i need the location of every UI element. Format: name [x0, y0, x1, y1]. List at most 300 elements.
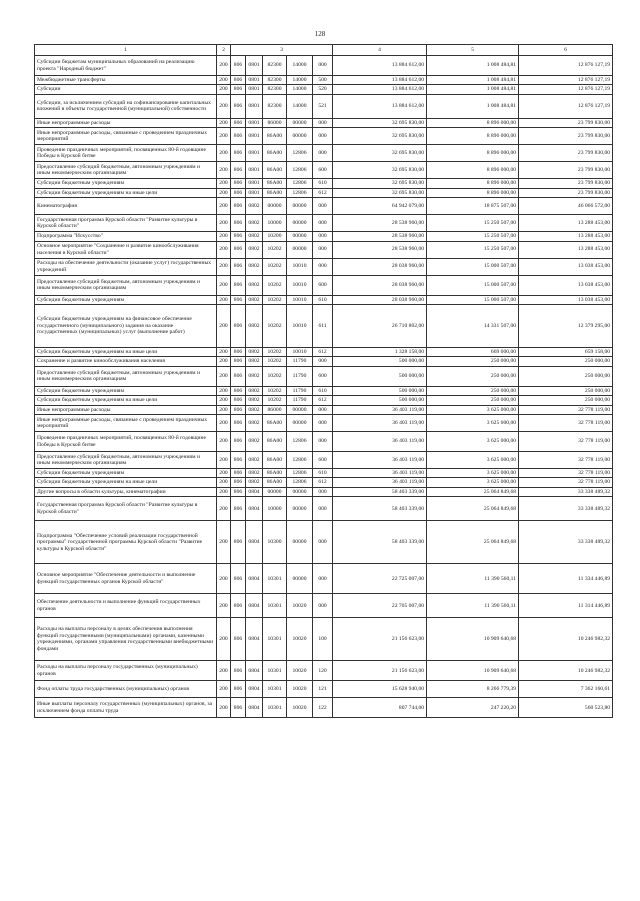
row-name: Иные непрограммные расходы — [35, 405, 217, 414]
row-code-5: 00000 — [287, 118, 313, 127]
row-value-3: 13 288 453,00 — [519, 241, 613, 258]
row-value-2: 250 000,00 — [427, 396, 519, 405]
row-code-6: 520 — [313, 85, 333, 94]
row-code-4: 10202 — [263, 366, 287, 386]
row-code-4: 10202 — [263, 241, 287, 258]
row-value-1: 32 695 830,00 — [333, 128, 427, 145]
row-code-1: 200 — [217, 215, 231, 232]
row-value-1: 28 538 960,00 — [333, 241, 427, 258]
row-name: Субсидии бюджетным учреждениям на иные цели — [35, 347, 217, 356]
row-code-5: 12806 — [287, 179, 313, 188]
row-code-1: 200 — [217, 118, 231, 127]
row-code-1: 200 — [217, 85, 231, 94]
row-value-1: 28 538 960,00 — [333, 232, 427, 241]
row-value-3: 32 778 119,00 — [519, 415, 613, 432]
row-code-3: 0802 — [246, 415, 263, 432]
row-code-1: 200 — [217, 681, 231, 698]
row-code-6: 521 — [313, 94, 333, 118]
row-code-5: 12806 — [287, 469, 313, 478]
row-code-3: 0802 — [246, 357, 263, 366]
row-value-1: 28 038 960,00 — [333, 295, 427, 304]
row-code-4: 10202 — [263, 396, 287, 405]
row-code-1: 200 — [217, 275, 231, 295]
row-code-4: 86А00 — [263, 432, 287, 452]
row-code-3: 0802 — [246, 215, 263, 232]
table-row — [35, 415, 613, 432]
row-code-3: 0802 — [246, 275, 263, 295]
row-code-5: 10020 — [287, 661, 313, 681]
table-row — [35, 469, 613, 478]
row-code-2: 806 — [231, 405, 246, 414]
row-value-1: 500 000,00 — [333, 357, 427, 366]
row-code-4: 10000 — [263, 215, 287, 232]
row-code-3: 0804 — [246, 594, 263, 618]
row-name: Субсидии бюджетным учреждениям — [35, 386, 217, 395]
table-row — [35, 594, 613, 618]
row-code-3: 0804 — [246, 564, 263, 594]
row-value-3: 33 338 489,32 — [519, 487, 613, 496]
row-value-3: 33 338 489,32 — [519, 521, 613, 564]
row-code-2: 806 — [231, 162, 246, 179]
row-code-6: 612 — [313, 478, 333, 487]
row-code-2: 806 — [231, 681, 246, 698]
row-code-6: 500 — [313, 76, 333, 85]
row-name: Межбюджетные трансферты — [35, 76, 217, 85]
table-row — [35, 487, 613, 496]
row-code-4: 86000 — [263, 405, 287, 414]
row-code-1: 200 — [217, 478, 231, 487]
row-value-1: 807 744,00 — [333, 698, 427, 718]
row-code-2: 806 — [231, 275, 246, 295]
row-value-2: 18 875 507,00 — [427, 198, 519, 215]
row-code-4: 82300 — [263, 85, 287, 94]
table-row — [35, 76, 613, 85]
row-code-4: 10202 — [263, 295, 287, 304]
row-code-5: 00000 — [287, 487, 313, 496]
row-value-1: 1 328 158,00 — [333, 347, 427, 356]
row-code-2: 806 — [231, 521, 246, 564]
row-code-6: 612 — [313, 396, 333, 405]
row-value-3: 560 523,80 — [519, 698, 613, 718]
row-value-1: 13 884 612,00 — [333, 56, 427, 76]
row-code-4: 10301 — [263, 594, 287, 618]
header-col-6: 6 — [519, 45, 613, 56]
row-value-2: 15 000 507,00 — [427, 295, 519, 304]
header-col-3: 3 — [231, 45, 333, 56]
row-value-1: 13 884 612,00 — [333, 85, 427, 94]
row-code-1: 200 — [217, 386, 231, 395]
table-row — [35, 661, 613, 681]
row-value-2: 14 331 507,00 — [427, 304, 519, 347]
row-value-1: 32 695 830,00 — [333, 188, 427, 197]
row-value-3: 13 038 453,00 — [519, 275, 613, 295]
row-value-3: 250 000,00 — [519, 386, 613, 395]
table-row — [35, 386, 613, 395]
row-value-3: 12 379 295,00 — [519, 304, 613, 347]
row-value-2: 1 008 484,81 — [427, 85, 519, 94]
row-value-1: 36 403 119,00 — [333, 405, 427, 414]
row-code-1: 200 — [217, 347, 231, 356]
row-code-3: 0802 — [246, 232, 263, 241]
row-value-3: 7 362 160,61 — [519, 681, 613, 698]
row-code-5: 12806 — [287, 145, 313, 162]
row-value-2: 8 896 000,00 — [427, 188, 519, 197]
row-code-3: 0804 — [246, 661, 263, 681]
row-value-3: 250 000,00 — [519, 357, 613, 366]
table-row — [35, 347, 613, 356]
row-name: Сохранение и развитие кинообслуживания населения — [35, 357, 217, 366]
row-name: Иные непрограммные расходы, связанные с проведением праздничных мероприятий — [35, 128, 217, 145]
row-code-5: 11790 — [287, 366, 313, 386]
row-code-1: 200 — [217, 698, 231, 718]
row-code-2: 806 — [231, 386, 246, 395]
row-code-4: 86А00 — [263, 162, 287, 179]
table-row — [35, 241, 613, 258]
row-code-6: 000 — [313, 357, 333, 366]
row-code-2: 806 — [231, 76, 246, 85]
table-row — [35, 304, 613, 347]
row-name: Государственная программа Курской области "Развитие культуры в Курской области" — [35, 497, 217, 521]
row-code-6: 610 — [313, 179, 333, 188]
row-code-6: 000 — [313, 415, 333, 432]
row-code-6: 000 — [313, 118, 333, 127]
row-code-5: 00000 — [287, 405, 313, 414]
row-code-5: 10010 — [287, 275, 313, 295]
row-value-3: 23 799 830,00 — [519, 128, 613, 145]
row-code-2: 806 — [231, 432, 246, 452]
row-code-3: 0804 — [246, 497, 263, 521]
table-row — [35, 564, 613, 594]
row-code-5: 12806 — [287, 162, 313, 179]
row-code-4: 10202 — [263, 258, 287, 275]
row-code-1: 200 — [217, 304, 231, 347]
row-code-2: 806 — [231, 128, 246, 145]
row-value-2: 15 000 507,00 — [427, 258, 519, 275]
row-value-2: 8 266 779,39 — [427, 681, 519, 698]
row-value-1: 26 710 802,00 — [333, 304, 427, 347]
row-code-1: 200 — [217, 357, 231, 366]
row-value-1: 22 705 007,00 — [333, 594, 427, 618]
row-value-3: 13 288 453,00 — [519, 232, 613, 241]
row-value-1: 64 942 079,00 — [333, 198, 427, 215]
row-code-4: 00000 — [263, 487, 287, 496]
row-name: Иные непрограммные расходы, связанные с проведением праздничных мероприятий — [35, 415, 217, 432]
row-code-1: 200 — [217, 295, 231, 304]
table-row — [35, 94, 613, 118]
row-code-5: 10010 — [287, 258, 313, 275]
row-code-3: 0801 — [246, 188, 263, 197]
table-row — [35, 357, 613, 366]
row-code-1: 200 — [217, 241, 231, 258]
row-code-2: 806 — [231, 452, 246, 469]
row-value-2: 250 000,00 — [427, 386, 519, 395]
row-code-3: 0804 — [246, 487, 263, 496]
row-code-6: 000 — [313, 405, 333, 414]
row-value-3: 33 338 489,32 — [519, 497, 613, 521]
row-code-6: 600 — [313, 366, 333, 386]
table-row — [35, 56, 613, 76]
row-value-3: 13 038 453,00 — [519, 295, 613, 304]
row-code-3: 0801 — [246, 85, 263, 94]
row-code-3: 0802 — [246, 469, 263, 478]
row-value-2: 8 896 000,00 — [427, 145, 519, 162]
table-row — [35, 128, 613, 145]
row-name: Субсидии — [35, 85, 217, 94]
row-code-3: 0802 — [246, 241, 263, 258]
row-value-1: 32 695 830,00 — [333, 118, 427, 127]
row-code-5: 12806 — [287, 452, 313, 469]
row-code-6: 000 — [313, 56, 333, 76]
row-code-4: 00000 — [263, 198, 287, 215]
row-code-2: 806 — [231, 145, 246, 162]
row-name: Предоставление субсидий бюджетным, автономным учреждениям и иным некоммерческим организациям — [35, 452, 217, 469]
row-code-2: 806 — [231, 497, 246, 521]
table-row — [35, 452, 613, 469]
row-code-3: 0801 — [246, 94, 263, 118]
row-code-4: 10200 — [263, 232, 287, 241]
row-code-6: 100 — [313, 618, 333, 661]
row-code-2: 806 — [231, 618, 246, 661]
row-code-6: 000 — [313, 232, 333, 241]
row-code-4: 10301 — [263, 564, 287, 594]
row-code-6: 612 — [313, 347, 333, 356]
row-code-5: 12806 — [287, 188, 313, 197]
row-code-4: 82300 — [263, 94, 287, 118]
row-value-3: 32 778 119,00 — [519, 469, 613, 478]
row-code-2: 806 — [231, 295, 246, 304]
row-code-6: 611 — [313, 304, 333, 347]
row-code-1: 200 — [217, 452, 231, 469]
row-code-1: 200 — [217, 564, 231, 594]
row-name: Подпрограмма "Искусство" — [35, 232, 217, 241]
row-value-1: 32 695 830,00 — [333, 145, 427, 162]
row-code-6: 000 — [313, 241, 333, 258]
row-code-3: 0801 — [246, 145, 263, 162]
page-number: 128 — [314, 30, 326, 38]
row-code-4: 10202 — [263, 275, 287, 295]
row-code-6: 610 — [313, 295, 333, 304]
row-value-2: 8 896 000,00 — [427, 128, 519, 145]
row-value-3: 250 000,00 — [519, 366, 613, 386]
row-code-2: 806 — [231, 198, 246, 215]
row-code-1: 200 — [217, 56, 231, 76]
row-code-6: 000 — [313, 128, 333, 145]
row-code-1: 200 — [217, 128, 231, 145]
row-code-3: 0802 — [246, 478, 263, 487]
row-code-5: 00000 — [287, 415, 313, 432]
row-code-6: 610 — [313, 386, 333, 395]
table-row — [35, 85, 613, 94]
row-value-2: 8 896 000,00 — [427, 179, 519, 188]
row-value-3: 13 288 453,00 — [519, 215, 613, 232]
row-value-1: 22 725 007,00 — [333, 564, 427, 594]
row-code-5: 00000 — [287, 128, 313, 145]
row-code-1: 200 — [217, 396, 231, 405]
row-value-3: 23 799 830,00 — [519, 188, 613, 197]
row-code-6: 600 — [313, 452, 333, 469]
row-value-2: 15 250 507,00 — [427, 215, 519, 232]
row-code-6: 612 — [313, 188, 333, 197]
row-value-1: 58 403 339,00 — [333, 497, 427, 521]
row-value-1: 28 538 960,00 — [333, 215, 427, 232]
row-code-2: 806 — [231, 179, 246, 188]
row-value-2: 3 625 000,00 — [427, 432, 519, 452]
row-code-3: 0801 — [246, 128, 263, 145]
row-code-1: 200 — [217, 188, 231, 197]
row-code-2: 806 — [231, 469, 246, 478]
row-value-3: 32 778 119,00 — [519, 432, 613, 452]
header-col-4: 4 — [333, 45, 427, 56]
row-code-4: 10301 — [263, 618, 287, 661]
table-row — [35, 497, 613, 521]
row-code-1: 200 — [217, 432, 231, 452]
row-name: Иные непрограммные расходы — [35, 118, 217, 127]
header-col-5: 5 — [427, 45, 519, 56]
row-code-6: 000 — [313, 564, 333, 594]
table-row — [35, 295, 613, 304]
table-row — [35, 681, 613, 698]
table-row — [35, 145, 613, 162]
row-code-5: 10010 — [287, 295, 313, 304]
row-code-4: 86000 — [263, 118, 287, 127]
row-value-3: 11 314 446,89 — [519, 594, 613, 618]
row-code-4: 86А00 — [263, 469, 287, 478]
row-code-2: 806 — [231, 241, 246, 258]
row-value-3: 10 246 982,32 — [519, 661, 613, 681]
row-code-4: 10202 — [263, 347, 287, 356]
row-code-2: 806 — [231, 188, 246, 197]
row-value-2: 10 909 640,68 — [427, 618, 519, 661]
row-name: Предоставление субсидий бюджетным, автономным учреждениям и иным некоммерческим организациям — [35, 366, 217, 386]
row-code-6: 121 — [313, 681, 333, 698]
row-value-3: 12 876 127,19 — [519, 56, 613, 76]
row-code-6: 000 — [313, 258, 333, 275]
row-code-6: 600 — [313, 162, 333, 179]
row-code-5: 11790 — [287, 386, 313, 395]
row-value-1: 36 403 119,00 — [333, 452, 427, 469]
header-col-2: 2 — [217, 45, 231, 56]
row-code-5: 00000 — [287, 215, 313, 232]
row-code-1: 200 — [217, 521, 231, 564]
row-value-2: 3 625 000,00 — [427, 405, 519, 414]
row-code-4: 86А00 — [263, 188, 287, 197]
row-code-6: 000 — [313, 432, 333, 452]
row-value-1: 32 695 830,00 — [333, 179, 427, 188]
row-code-3: 0801 — [246, 76, 263, 85]
table-row — [35, 396, 613, 405]
row-value-3: 32 778 119,00 — [519, 405, 613, 414]
table-row — [35, 275, 613, 295]
row-value-2: 25 064 849,68 — [427, 497, 519, 521]
table-row — [35, 179, 613, 188]
row-code-1: 200 — [217, 94, 231, 118]
row-code-2: 806 — [231, 366, 246, 386]
row-code-5: 10020 — [287, 594, 313, 618]
row-value-2: 250 000,00 — [427, 357, 519, 366]
row-code-4: 86А00 — [263, 452, 287, 469]
row-code-3: 0804 — [246, 521, 263, 564]
row-code-4: 10301 — [263, 661, 287, 681]
row-name: Субсидии бюджетным учреждениям — [35, 179, 217, 188]
table-row — [35, 698, 613, 718]
row-code-5: 12806 — [287, 478, 313, 487]
row-code-5: 10020 — [287, 698, 313, 718]
row-code-5: 10010 — [287, 347, 313, 356]
row-value-2: 1 008 484,81 — [427, 56, 519, 76]
row-code-3: 0802 — [246, 432, 263, 452]
row-value-2: 8 896 000,00 — [427, 118, 519, 127]
row-name: Субсидии бюджетным учреждениям на финансовое обеспечение государственного (муниципального) задания на оказание государственных (муниципальных) услуг (выполнение работ) — [35, 304, 217, 347]
row-code-3: 0802 — [246, 452, 263, 469]
row-value-2: 3 625 000,00 — [427, 415, 519, 432]
row-code-3: 0801 — [246, 162, 263, 179]
row-code-3: 0802 — [246, 396, 263, 405]
row-code-5: 11790 — [287, 396, 313, 405]
row-value-1: 21 156 623,00 — [333, 618, 427, 661]
row-code-1: 200 — [217, 415, 231, 432]
row-code-1: 200 — [217, 232, 231, 241]
row-code-2: 806 — [231, 258, 246, 275]
row-name: Подпрограмма "Обеспечение условий реализации государственной программы" государственной программы Курской области "Развитие культуры в Курской области" — [35, 521, 217, 564]
table-row — [35, 162, 613, 179]
row-code-2: 806 — [231, 347, 246, 356]
row-name: Субсидии бюджетным учреждениям на иные цели — [35, 188, 217, 197]
table-row — [35, 521, 613, 564]
header-col-1: 1 — [35, 45, 217, 56]
row-value-1: 36 403 119,00 — [333, 432, 427, 452]
row-code-1: 200 — [217, 76, 231, 85]
row-value-2: 8 896 000,00 — [427, 162, 519, 179]
table-row — [35, 432, 613, 452]
row-code-2: 806 — [231, 232, 246, 241]
row-code-5: 11790 — [287, 357, 313, 366]
row-code-2: 806 — [231, 396, 246, 405]
row-code-3: 0802 — [246, 304, 263, 347]
row-code-1: 200 — [217, 145, 231, 162]
row-code-3: 0802 — [246, 258, 263, 275]
row-code-6: 000 — [313, 594, 333, 618]
row-value-2: 250 000,00 — [427, 366, 519, 386]
row-value-2: 11 390 560,11 — [427, 594, 519, 618]
row-code-4: 10202 — [263, 304, 287, 347]
row-value-1: 500 000,00 — [333, 366, 427, 386]
row-value-2: 1 008 484,81 — [427, 76, 519, 85]
row-value-3: 23 799 830,00 — [519, 118, 613, 127]
row-code-2: 806 — [231, 304, 246, 347]
row-code-3: 0801 — [246, 118, 263, 127]
row-code-6: 000 — [313, 521, 333, 564]
row-name: Основное мероприятие "Обеспечение деятельности и выполнение функций государственных органов Курской области" — [35, 564, 217, 594]
row-value-1: 28 038 960,00 — [333, 258, 427, 275]
row-code-1: 200 — [217, 487, 231, 496]
table-row — [35, 366, 613, 386]
row-value-1: 28 038 960,00 — [333, 275, 427, 295]
row-code-3: 0801 — [246, 179, 263, 188]
row-code-4: 86А00 — [263, 179, 287, 188]
row-value-1: 21 156 623,00 — [333, 661, 427, 681]
row-name: Другие вопросы в области культуры, кинематографии — [35, 487, 217, 496]
row-code-5: 00000 — [287, 198, 313, 215]
row-code-4: 86А00 — [263, 478, 287, 487]
row-code-5: 10020 — [287, 681, 313, 698]
row-code-3: 0802 — [246, 198, 263, 215]
row-code-1: 200 — [217, 661, 231, 681]
row-value-3: 32 778 119,00 — [519, 452, 613, 469]
table-row — [35, 258, 613, 275]
row-code-2: 806 — [231, 56, 246, 76]
row-name: Расходы на выплаты персоналу в целях обеспечения выполнения функций государственными (муниципальными) органами, казенными учреждениями, органами управления государственными внебюджетными фондами — [35, 618, 217, 661]
row-name: Проведение праздничных мероприятий, посвященных 80-й годовщине Победы в Курской битве — [35, 145, 217, 162]
